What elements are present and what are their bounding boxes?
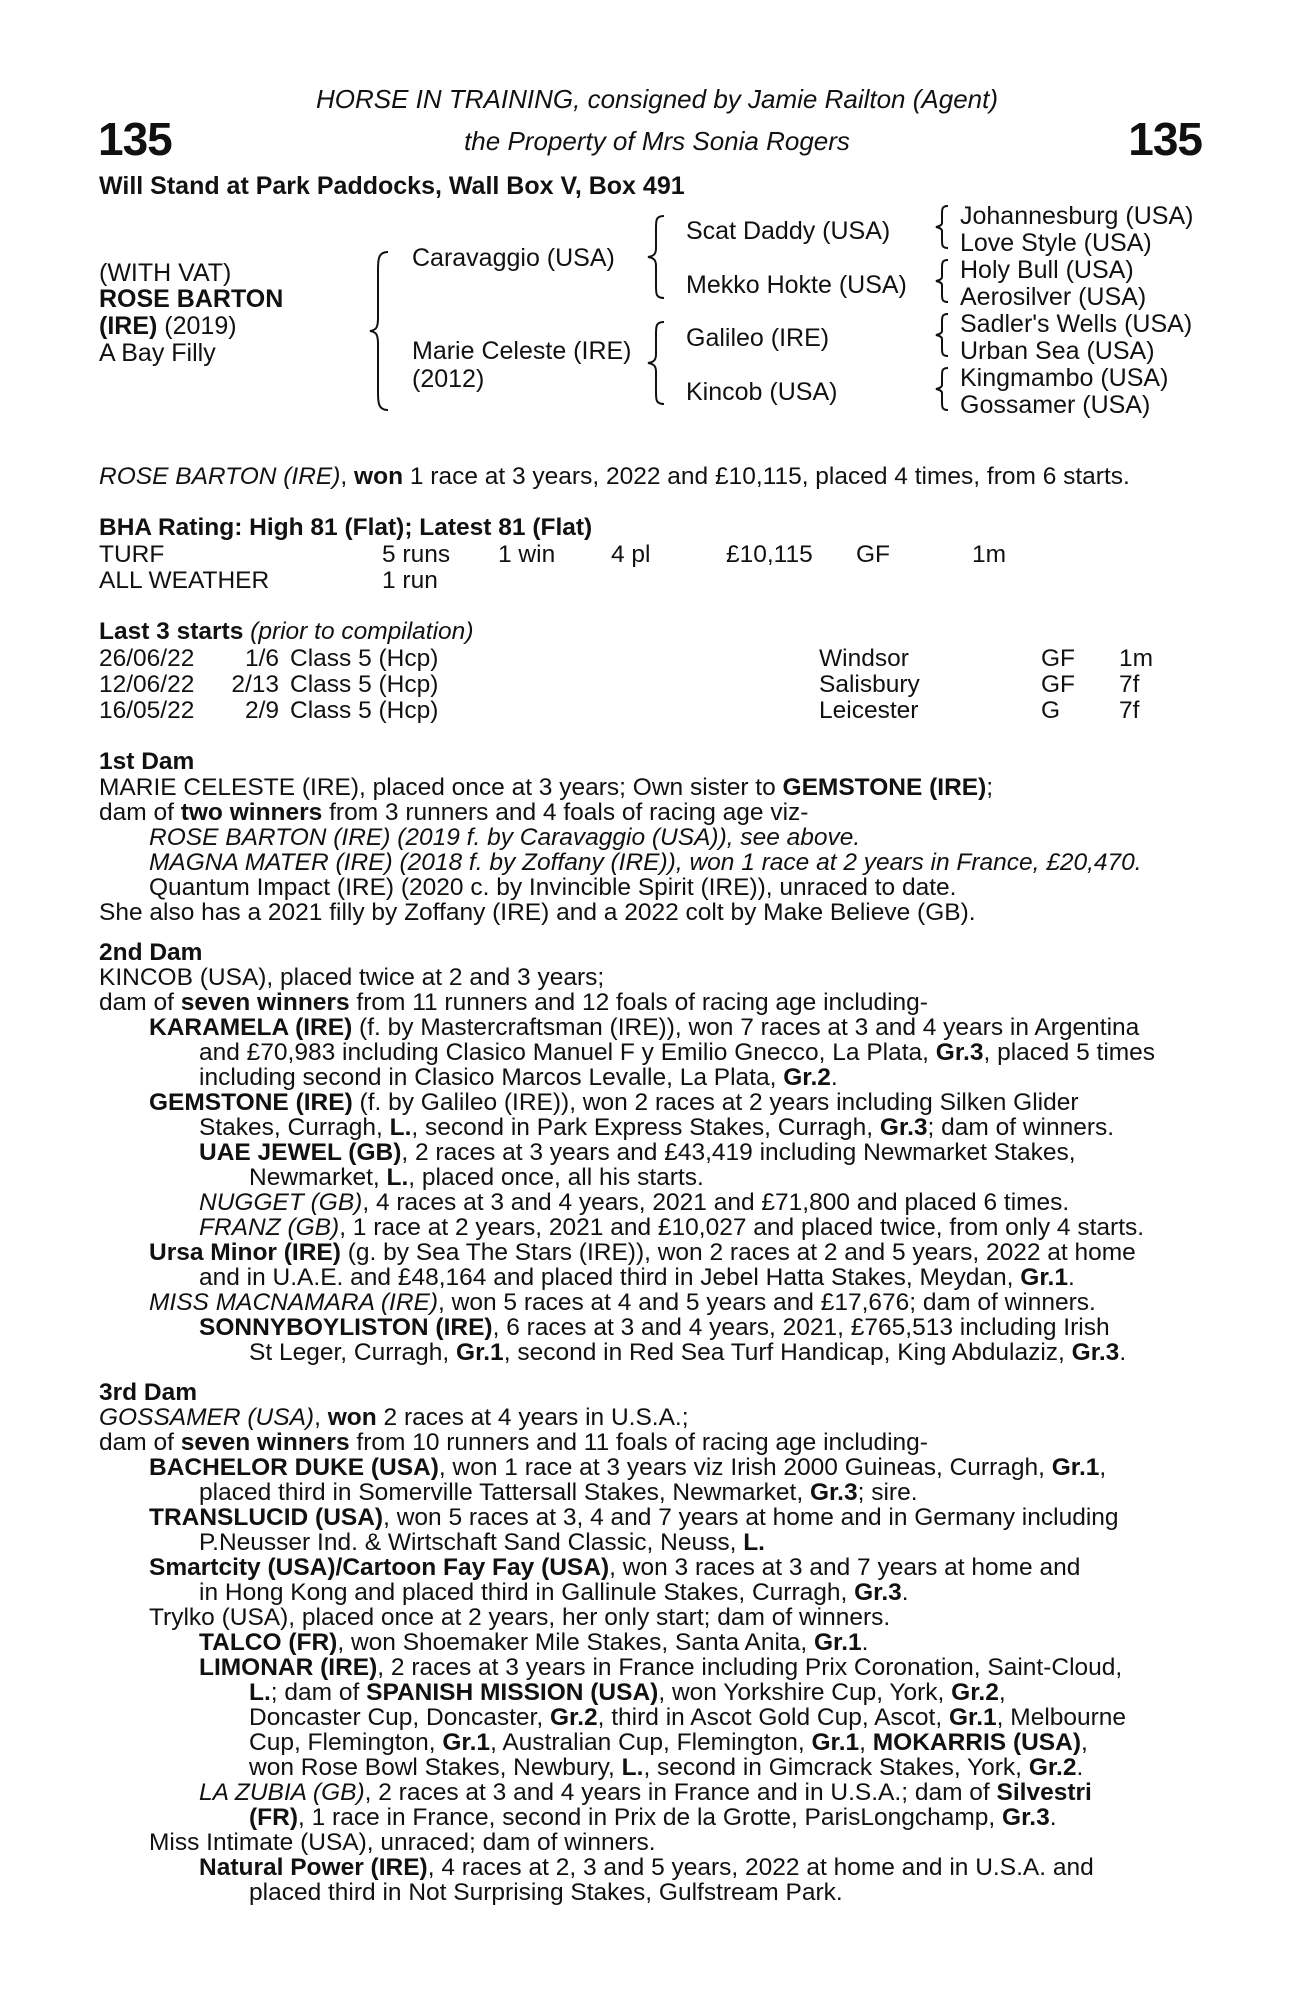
dam3-text: ; sire. (857, 1479, 918, 1506)
dam3-line (99, 1431, 928, 1456)
dam2-text: , second in Park Express Stakes, Curragh, (411, 1114, 880, 1141)
dam1-progeny: MAGNA MATER (IRE) (2018 f. by Zoffany (IRE)), won 1 race at 2 years in France, £20,470. (149, 849, 1142, 876)
dam2-progeny-name: GEMSTONE (IRE) (149, 1089, 353, 1116)
dam2-progeny-name: FRANZ (GB) (199, 1214, 340, 1241)
dam3-text: . (1076, 1754, 1084, 1781)
dam3-grade: Gr.1 (1051, 1454, 1100, 1481)
vat-note: (WITH VAT) (99, 259, 232, 287)
dam2-line (249, 1341, 1126, 1366)
dam3-grade: L. (743, 1529, 765, 1556)
pedigree-g2: Love Style (USA) (960, 229, 1152, 257)
dam2-line (149, 1016, 1139, 1041)
dam2-line (199, 1191, 1069, 1216)
pedigree-dam-dam: Kincob (USA) (686, 378, 838, 406)
dam3-grade: Gr.2 (549, 1704, 598, 1731)
rating-heading: BHA Rating: High 81 (Flat); Latest 81 (Flat) (99, 514, 593, 541)
summary-text: 1 race at 3 years, 2022 and £10,115, placed 4 times, from 6 starts. (409, 463, 1130, 490)
start-course: Salisbury (819, 671, 920, 698)
lot-number-left: 135 (98, 113, 172, 165)
pedigree-brace-g3 (934, 312, 954, 358)
dam2-text: (f. by Mastercraftsman (IRE)), won 7 races at 3 and 4 years in Argentina (352, 1014, 1140, 1041)
pedigree-sire-sire: Scat Daddy (USA) (686, 217, 891, 245)
dam3-text: , Australian Cup, Flemington, (490, 1729, 812, 1756)
dam2-line (249, 1166, 704, 1191)
dam3-text: in Hong Kong and placed third in Gallinule Stakes, Curragh, (199, 1579, 855, 1606)
start-position: 1/6 (244, 645, 279, 672)
dam3-won: won (327, 1404, 377, 1431)
stand-line: Will Stand at Park Paddocks, Wall Box V, Box 491 (99, 172, 685, 200)
dam2-text: dam of (99, 989, 181, 1016)
property-line: the Property of Mrs Sonia Rogers (464, 126, 850, 156)
dam3-text: Cup, Flemington, (249, 1729, 443, 1756)
dam3-line (149, 1556, 1080, 1581)
dam2-text: , placed once, all his starts. (408, 1164, 704, 1191)
dam1-text: dam of (99, 799, 181, 826)
dam3-grade: Gr.3 (809, 1479, 858, 1506)
pedigree-g6: Urban Sea (USA) (960, 337, 1155, 365)
start-row (99, 647, 1199, 673)
start-class: Class 5 (Hcp) (290, 671, 439, 698)
dam3-text: , won 5 races at 3, 4 and 7 years at home and in Germany including (383, 1504, 1119, 1531)
dam1-sister: GEMSTONE (IRE) (782, 774, 987, 801)
dam2-text: , second in Red Sea Turf Handicap, King Abdulaziz, (503, 1339, 1072, 1366)
dam3-grade: Gr.2 (951, 1679, 999, 1706)
dam3-progeny-name: Smartcity (USA)/Cartoon Fay Fay (USA) (149, 1554, 610, 1581)
start-class: Class 5 (Hcp) (290, 645, 439, 672)
horse-year: (2019) (164, 312, 237, 340)
dam2-progeny-name: MISS MACNAMARA (IRE) (149, 1289, 439, 1316)
dam1-winners: two winners (180, 799, 323, 826)
dam3-line (199, 1481, 918, 1506)
dam3-text: dam of (99, 1429, 181, 1456)
dam3-grade: Gr.1 (948, 1704, 997, 1731)
dam3-text: , won 1 race at 3 years viz Irish 2000 Guineas, Curragh, (438, 1454, 1052, 1481)
dam2-line: KINCOB (USA), placed twice at 2 and 3 years; (99, 964, 605, 991)
dam2-text: Newmarket, (249, 1164, 387, 1191)
dam3-text: won Rose Bowl Stakes, Newbury, (249, 1754, 622, 1781)
dam3-text: , 1 race in France, second in Prix de la Grotte, ParisLongchamp, (297, 1804, 1003, 1831)
dam2-progeny-name: UAE JEWEL (GB) (199, 1139, 402, 1166)
dam3-text: , (859, 1729, 873, 1756)
dam3-line (149, 1506, 1119, 1531)
turf-row (99, 543, 1199, 569)
dam1-progeny: Quantum Impact (IRE) (2020 c. by Invincible Spirit (IRE)), unraced to date. (149, 874, 957, 901)
dam2-text: , won 5 races at 4 and 5 years and £17,676; dam of winners. (438, 1289, 1096, 1316)
last-starts-title: Last 3 starts (99, 618, 244, 645)
pedigree-brace-main (368, 250, 398, 412)
dam3-line (199, 1856, 1094, 1881)
dam1-text: from 3 runners and 4 foals of racing age viz- (322, 799, 809, 826)
dam2-text: St Leger, Curragh, (249, 1339, 457, 1366)
dam2-progeny-name: Ursa Minor (IRE) (149, 1239, 341, 1266)
dam1-text: ; (986, 774, 994, 801)
dam2-text: and £70,983 including Clasico Manuel F y Emilio Gnecco, La Plata, (199, 1039, 936, 1066)
dam3-text: , third in Ascot Gold Cup, Ascot, (597, 1704, 949, 1731)
dam2-winners: seven winners (180, 989, 350, 1016)
dam2-line (199, 1041, 1155, 1066)
consignor-line: HORSE IN TRAINING, consigned by Jamie Railton (Agent) (315, 84, 999, 114)
dam3-line (249, 1681, 1006, 1706)
dam2-grade: L. (386, 1164, 409, 1191)
last-starts-heading (99, 620, 473, 645)
dam2-line (149, 1091, 1079, 1116)
lot-number-right: 135 (1128, 113, 1202, 165)
pedigree-g5: Sadler's Wells (USA) (960, 310, 1193, 338)
dam2-line (199, 1066, 838, 1091)
pedigree-dam-year: (2012) (412, 365, 485, 393)
dam3-text: , won Shoemaker Mile Stakes, Santa Anita, (337, 1629, 814, 1656)
dam3-line (199, 1631, 868, 1656)
dam2-grade: L. (389, 1114, 412, 1141)
dam3-text: , second in Gimcrack Stakes, York, (643, 1754, 1029, 1781)
dam3-line: Miss Intimate (USA), unraced; dam of winners. (149, 1829, 656, 1856)
pedigree-sire: Caravaggio (USA) (412, 244, 615, 272)
dam2-text: and in U.A.E. and £48,164 and placed third in Jebel Hatta Stakes, Meydan, (199, 1264, 1021, 1291)
horse-description: A Bay Filly (99, 339, 216, 367)
dam3-line (249, 1731, 1088, 1756)
race-summary: ROSE BARTON (IRE), won 1 race at 3 years, 2022 and £10,115, placed 4 times, from 6 starts. (99, 463, 1130, 490)
dam3-line: placed third in Not Surprising Stakes, Gulfstream Park. (249, 1879, 843, 1906)
dam3-line (249, 1806, 1057, 1831)
dam3-text: placed third in Somerville Tattersall Stakes, Newmarket, (199, 1479, 810, 1506)
horse-name: ROSE BARTON (99, 285, 284, 313)
dam3-grade: L. (249, 1679, 271, 1706)
horse-country-year (99, 313, 237, 341)
dam2-text: Stakes, Curragh, (199, 1114, 390, 1141)
aw-runs: 1 run (382, 567, 438, 594)
pedigree-brace-g2 (934, 258, 954, 304)
dam3-progeny-name: MOKARRIS (USA) (872, 1729, 1082, 1756)
dam2-line (199, 1141, 1076, 1166)
start-going: GF (1041, 671, 1076, 698)
summary-horse-name: ROSE BARTON (IRE) (99, 463, 341, 490)
dam3-text: Doncaster Cup, Doncaster, (249, 1704, 550, 1731)
start-row (99, 699, 1199, 725)
dam3-line (199, 1656, 1122, 1681)
dam2-line (149, 1241, 1136, 1266)
dam2-heading: 2nd Dam (99, 939, 203, 966)
turf-placed: 4 pl (611, 541, 651, 568)
dam3-grade: Gr.3 (1002, 1804, 1050, 1831)
dam3-text: , won Yorkshire Cup, York, (658, 1679, 952, 1706)
dam3-name: GOSSAMER (USA) (99, 1404, 315, 1431)
dam3-line (99, 1406, 689, 1431)
dam3-text: . (1049, 1804, 1057, 1831)
dam2-text: , 1 race at 2 years, 2021 and £10,027 and placed twice, from only 4 starts. (339, 1214, 1145, 1241)
dam3-progeny-name: LA ZUBIA (GB) (199, 1779, 365, 1806)
dam2-line (199, 1316, 1110, 1341)
dam3-text: from 10 runners and 11 foals of racing age including- (349, 1429, 928, 1456)
dam3-line (199, 1531, 765, 1556)
dam3-text: 2 races at 4 years in U.S.A.; (376, 1404, 689, 1431)
dam3-line (249, 1756, 1083, 1781)
turf-wins: 1 win (498, 541, 556, 568)
dam2-grade: Gr.1 (456, 1339, 504, 1366)
dam3-grade: Gr.1 (813, 1629, 862, 1656)
summary-won: won (354, 463, 404, 490)
pedigree-g1: Johannesburg (USA) (960, 202, 1194, 230)
dam2-line (199, 1216, 1144, 1241)
dam3-line: Trylko (USA), placed once at 2 years, her only start; dam of winners. (149, 1604, 891, 1631)
dam1-line (99, 776, 993, 801)
dam3-grade: Gr.1 (442, 1729, 491, 1756)
dam3-progeny-name: Silvestri (996, 1779, 1092, 1806)
start-distance: 7f (1119, 671, 1140, 698)
start-date: 16/05/22 (99, 697, 195, 724)
start-row (99, 673, 1199, 699)
dam3-text: , (314, 1404, 328, 1431)
dam3-winners: seven winners (180, 1429, 350, 1456)
dam3-text: , (998, 1679, 1006, 1706)
turf-prize: £10,115 (726, 541, 813, 568)
last-starts-note: (prior to compilation) (250, 618, 474, 645)
turf-going: GF (856, 541, 891, 568)
start-date: 26/06/22 (99, 645, 195, 672)
dam1-progeny: ROSE BARTON (IRE) (2019 f. by Caravaggio (USA)), see above. (149, 824, 861, 851)
dam2-text: , 4 races at 3 and 4 years, 2021 and £71,800 and placed 6 times. (362, 1189, 1070, 1216)
dam2-line (149, 1291, 1096, 1316)
dam3-grade: Gr.3 (854, 1579, 902, 1606)
dam2-text: , placed 5 times (983, 1039, 1156, 1066)
dam3-grade: Gr.1 (811, 1729, 860, 1756)
dam2-text: . (830, 1064, 838, 1091)
dam3-text: ; dam of (270, 1679, 367, 1706)
dam2-grade: Gr.3 (935, 1039, 984, 1066)
dam3-text: , 4 races at 2, 3 and 5 years, 2022 at home and in U.S.A. and (427, 1854, 1094, 1881)
pedigree-g4: Aerosilver (USA) (960, 283, 1147, 311)
dam3-text: , Melbourne (996, 1704, 1127, 1731)
start-going: G (1041, 697, 1061, 724)
dam2-grade: Gr.1 (1020, 1264, 1068, 1291)
pedigree-g8: Gossamer (USA) (960, 391, 1151, 419)
dam3-text: , (1099, 1454, 1107, 1481)
dam2-grade: Gr.3 (879, 1114, 928, 1141)
dam3-text: , won 3 races at 3 and 7 years at home and (609, 1554, 1081, 1581)
dam2-progeny-name: KARAMELA (IRE) (149, 1014, 353, 1041)
dam2-line (199, 1266, 1075, 1291)
pedigree-sire-dam: Mekko Hokte (USA) (686, 271, 907, 299)
dam2-grade: Gr.2 (783, 1064, 831, 1091)
dam3-progeny-name: TALCO (FR) (199, 1629, 338, 1656)
turf-runs: 5 runs (382, 541, 451, 568)
dam3-progeny-name: LIMONAR (IRE) (199, 1654, 378, 1681)
pedigree-brace-dam (646, 320, 670, 406)
dam2-progeny-name: SONNYBOYLISTON (IRE) (199, 1314, 493, 1341)
dam2-text: (g. by Sea The Stars (IRE)), won 2 races at 2 and 5 years, 2022 at home (340, 1239, 1136, 1266)
dam3-text: , (1081, 1729, 1088, 1756)
dam3-line (149, 1456, 1106, 1481)
dam3-text: , 2 races at 3 years in France including Prix Coronation, Saint-Cloud, (377, 1654, 1123, 1681)
start-position: 2/13 (231, 671, 279, 698)
dam3-heading: 3rd Dam (99, 1379, 198, 1406)
dam3-text: . (901, 1579, 909, 1606)
dam2-progeny-name: NUGGET (GB) (199, 1189, 363, 1216)
pedigree-g7: Kingmambo (USA) (960, 364, 1169, 392)
dam3-progeny-name: Natural Power (IRE) (199, 1854, 428, 1881)
dam3-grade: Gr.2 (1028, 1754, 1077, 1781)
dam2-text: , 2 races at 3 years and £43,419 including Newmarket Stakes, (401, 1139, 1076, 1166)
dam2-line (99, 991, 928, 1016)
dam2-grade: Gr.3 (1071, 1339, 1120, 1366)
dam2-line (199, 1116, 1114, 1141)
start-position: 2/9 (244, 697, 279, 724)
dam3-text: . (861, 1629, 869, 1656)
dam3-progeny-name: BACHELOR DUKE (USA) (149, 1454, 439, 1481)
aw-row (99, 569, 1199, 595)
pedigree-brace-sire (646, 214, 670, 300)
dam2-text: (f. by Galileo (IRE)), won 2 races at 2 years including Silken Glider (352, 1089, 1079, 1116)
dam1-line (99, 801, 808, 826)
dam3-progeny-name: (FR) (249, 1804, 298, 1831)
turf-label: TURF (99, 541, 165, 568)
dam3-text: P.Neusser Ind. & Wirtschaft Sand Classic, Neuss, (199, 1529, 744, 1556)
start-course: Windsor (819, 645, 909, 672)
aw-label: ALL WEATHER (99, 567, 270, 594)
pedigree-g3: Holy Bull (USA) (960, 256, 1134, 284)
pedigree-brace-g1 (934, 204, 954, 250)
dam2-text: . (1067, 1264, 1075, 1291)
start-course: Leicester (819, 697, 919, 724)
dam2-text: from 11 runners and 12 foals of racing age including- (349, 989, 928, 1016)
dam1-text: MARIE CELESTE (IRE), placed once at 3 years; Own sister to (99, 774, 783, 801)
dam3-line (249, 1706, 1126, 1731)
dam2-text: . (1119, 1339, 1127, 1366)
dam3-progeny-name: SPANISH MISSION (USA) (366, 1679, 659, 1706)
dam2-text: ; dam of winners. (927, 1114, 1115, 1141)
pedigree-dam: Marie Celeste (IRE) (412, 337, 632, 365)
dam1-line: She also has a 2021 filly by Zoffany (IRE) and a 2022 colt by Make Believe (GB). (99, 899, 976, 926)
dam3-progeny-name: TRANSLUCID (USA) (149, 1504, 384, 1531)
start-distance: 1m (1119, 645, 1154, 672)
dam3-line (199, 1581, 909, 1606)
pedigree-dam-sire: Galileo (IRE) (686, 324, 830, 352)
dam3-grade: L. (621, 1754, 644, 1781)
dam3-line (199, 1781, 1092, 1806)
start-going: GF (1041, 645, 1076, 672)
start-distance: 7f (1119, 697, 1140, 724)
start-date: 12/06/22 (99, 671, 195, 698)
pedigree-brace-g4 (934, 366, 954, 412)
start-class: Class 5 (Hcp) (290, 697, 439, 724)
dam1-heading: 1st Dam (99, 748, 195, 775)
turf-distance: 1m (972, 541, 1007, 568)
dam2-text: , 6 races at 3 and 4 years, 2021, £765,513 including Irish (492, 1314, 1110, 1341)
dam3-text: , 2 races at 3 and 4 years in France and in U.S.A.; dam of (364, 1779, 997, 1806)
horse-country: (IRE) (99, 312, 158, 340)
dam2-text: including second in Clasico Marcos Levalle, La Plata, (199, 1064, 784, 1091)
